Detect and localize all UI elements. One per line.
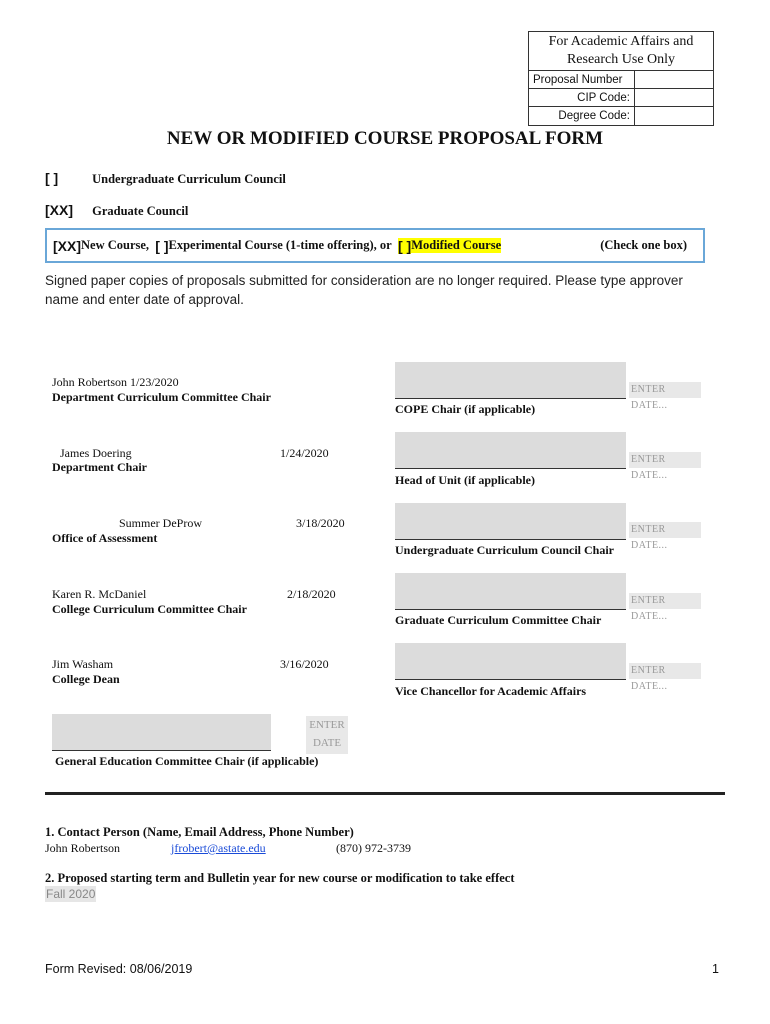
degree-code-row bbox=[529, 107, 713, 125]
experimental-course-checkbox[interactable]: [ ] bbox=[155, 237, 169, 254]
office-use-heading: For Academic Affairs and Research Use Only bbox=[529, 32, 713, 71]
approval-notice: Signed paper copies of proposals submitted for consideration are no longer required. Please type approver name and enter date of approval. bbox=[45, 273, 683, 307]
ucc-chair-signature-field[interactable] bbox=[395, 503, 626, 540]
course-type-box bbox=[45, 228, 705, 263]
college-curriculum-chair-date[interactable]: 2/18/2020 bbox=[287, 587, 336, 601]
college-dean-date[interactable]: 3/16/2020 bbox=[280, 657, 329, 671]
modified-course-checkbox[interactable]: [ ] bbox=[397, 237, 412, 254]
gen-ed-title: General Education Committee Chair (if applicable) bbox=[55, 754, 319, 768]
council-graduate-checkbox[interactable]: [XX] bbox=[45, 202, 73, 218]
ucc-chair-date-field[interactable]: ENTER DATE... bbox=[629, 522, 701, 538]
head-of-unit-title: Head of Unit (if applicable) bbox=[395, 473, 535, 487]
council-undergraduate-checkbox[interactable]: [ ] bbox=[45, 170, 59, 186]
proposal-number-row bbox=[529, 71, 713, 89]
form-revised-footer: Form Revised: 08/06/2019 bbox=[45, 962, 193, 976]
gen-ed-signature-field[interactable] bbox=[52, 714, 271, 751]
vice-chancellor-title: Vice Chancellor for Academic Affairs bbox=[395, 684, 587, 698]
gcc-chair-signature-field[interactable] bbox=[395, 573, 626, 610]
dept-chair-name[interactable]: James Doering bbox=[60, 446, 132, 460]
starting-term-value[interactable]: Fall 2020 bbox=[46, 887, 96, 901]
head-of-unit-signature-field[interactable] bbox=[395, 432, 626, 469]
dept-chair-date[interactable]: 1/24/2020 bbox=[280, 446, 329, 460]
vice-chancellor-signature-field[interactable] bbox=[395, 643, 626, 680]
council-undergraduate bbox=[45, 170, 286, 187]
college-curriculum-chair-name[interactable]: Karen R. McDaniel bbox=[52, 587, 147, 601]
starting-term-heading: 2. Proposed starting term and Bulletin year for new course or modification to take effect bbox=[45, 871, 515, 885]
new-course-label: New Course, bbox=[81, 238, 150, 252]
assessment-date[interactable]: 3/18/2020 bbox=[296, 516, 345, 530]
contact-email-link[interactable]: jfrobert@astate.edu bbox=[171, 841, 266, 855]
office-use-box bbox=[528, 31, 714, 126]
assessment-name[interactable]: Summer DeProw bbox=[119, 516, 202, 530]
college-curriculum-chair-title: College Curriculum Committee Chair bbox=[52, 602, 247, 616]
cip-code-row bbox=[529, 89, 713, 107]
college-dean-title: College Dean bbox=[52, 672, 120, 686]
or-label: or bbox=[379, 238, 392, 252]
council-graduate bbox=[45, 202, 188, 219]
contact-person-heading: 1. Contact Person (Name, Email Address, Phone Number) bbox=[45, 825, 354, 839]
gen-ed-date-field[interactable] bbox=[306, 716, 348, 754]
gcc-chair-date-field[interactable]: ENTER DATE... bbox=[629, 593, 701, 609]
gcc-chair-title: Graduate Curriculum Committee Chair bbox=[395, 613, 602, 627]
vice-chancellor-date-field[interactable]: ENTER DATE... bbox=[629, 663, 701, 679]
degree-code-field[interactable] bbox=[635, 107, 713, 125]
gen-ed-date-line1: ENTER bbox=[309, 719, 345, 731]
degree-code-label: Degree Code: bbox=[529, 107, 635, 125]
dept-chair-title: Department Chair bbox=[52, 460, 147, 474]
cip-code-label: CIP Code: bbox=[529, 89, 635, 106]
cope-chair-signature-field[interactable] bbox=[395, 362, 626, 399]
contact-phone[interactable]: (870) 972-3739 bbox=[336, 841, 411, 855]
dept-curriculum-chair-title: Department Curriculum Committee Chair bbox=[52, 390, 271, 404]
page-number: 1 bbox=[712, 962, 719, 976]
gen-ed-date-line2: DATE bbox=[312, 737, 342, 749]
college-dean-name[interactable]: Jim Washam bbox=[52, 657, 114, 671]
assessment-title: Office of Assessment bbox=[52, 531, 158, 545]
experimental-course-label: Experimental Course (1-time offering), bbox=[168, 238, 377, 252]
check-one-note: (Check one box) bbox=[600, 238, 687, 252]
dept-curriculum-chair-name[interactable]: John Robertson 1/23/2020 bbox=[52, 375, 179, 389]
council-graduate-label: Graduate Council bbox=[92, 204, 189, 218]
cope-chair-date-field[interactable]: ENTER DATE... bbox=[629, 382, 701, 398]
form-title: NEW OR MODIFIED COURSE PROPOSAL FORM bbox=[166, 128, 604, 149]
ucc-chair-title: Undergraduate Curriculum Council Chair bbox=[395, 543, 614, 557]
new-course-checkbox[interactable]: [XX] bbox=[53, 237, 81, 254]
council-undergraduate-label: Undergraduate Curriculum Council bbox=[92, 172, 286, 186]
proposal-number-field[interactable] bbox=[635, 71, 713, 88]
contact-name[interactable]: John Robertson bbox=[45, 841, 120, 855]
section-divider bbox=[45, 792, 725, 795]
cope-chair-title: COPE Chair (if applicable) bbox=[395, 402, 536, 416]
proposal-number-label: Proposal Number bbox=[529, 71, 635, 88]
head-of-unit-date-field[interactable]: ENTER DATE... bbox=[629, 452, 701, 468]
cip-code-field[interactable] bbox=[635, 89, 713, 106]
modified-course-label: Modified Course bbox=[411, 238, 502, 252]
